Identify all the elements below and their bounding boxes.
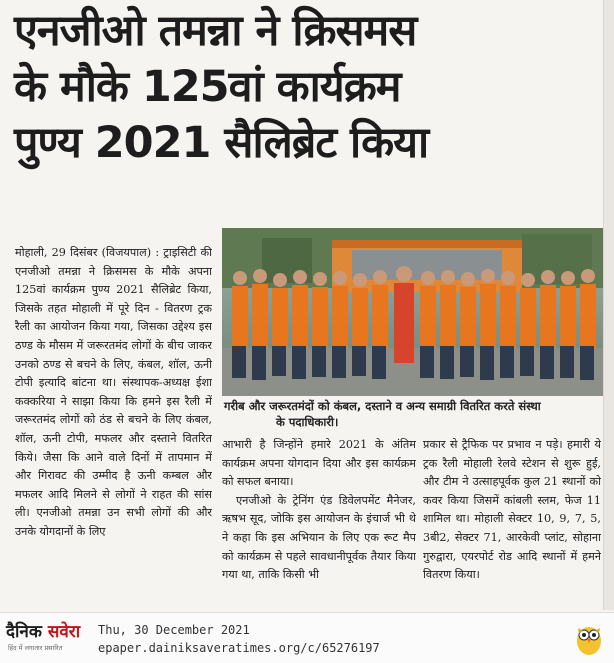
column-2-para-1: आभारी है जिन्होंने हमारे 2021 के अंतिम कार्यक्रम अपना योगदान दिया और इस कार्यक्रम को सफल बनाया। <box>222 438 416 489</box>
column-1-text: मोहाली, 29 दिसंबर (विजयपाल) : ट्राइसिटी की एनजीओ तमन्ना ने क्रिसमस के मौके अपना 125वां कार्यक्रम पुण्य 2021 सैलिब्रेट किया, जिसके तहत मोहाली में पूरे दिन - वितरण ट्रक रैली का आयोजन किया गया, जिसका उद्देश्य इस ठण्ड के मौसम में जरूरतमंद लोगों के बीच जाकर उनको ठण्ड से बचने के लिए, कंबल, शॉल, ऊनी टोपी इत्यादि बांटना था। संस्थापक-अध्यक्ष ईशा कक्करिया ने साझा किया कि हमने इस रैली में जरूरतमंद लोगों को ठंड से बचने के लिए कंबल, शॉल, ऊनी टोपी, मफलर और दस्ताने वितरित किये। जैसा कि आने वाले दिनों में तापमान में और गिरावट की उम्मीद है ऊनी कम्बल और मफलर आदि मिलने से लोगों ने राहत की सांस ली। एनजीओ तमन्ना उन सभी लोगों की और उनके योगदानों के लिए <box>15 246 212 538</box>
edition-date: Thu, 30 December 2021 <box>98 623 250 637</box>
photo-caption-line-2: के पदाधिकारी। <box>276 415 339 429</box>
article-column-3 <box>423 436 601 612</box>
page-edge <box>603 0 614 610</box>
headline-line-3: पुण्य 2021 सैलिब्रेट किया <box>14 118 429 168</box>
logo-tagline: हिंद में लगातार प्रसारित <box>8 644 63 652</box>
photo-caption-line-1: गरीब और जरूरतमंदों को कंबल, दस्ताने व अन्य समाग्री वितरित करते संस्था <box>224 399 541 413</box>
headline <box>14 4 600 172</box>
column-3-text: प्रकार से ट्रैफिक पर प्रभाव न पड़े। हमारी ये ट्रक रैली मोहाली रेलवे स्टेशन से शुरू हुई, और टीम ने उत्साहपूर्वक कुल 21 स्थानों को कवर किया जिसमें कांबली स्लम, फेज 11 शामिल था। मोहाली सेक्टर 10, 9, 7, 5, 3बी2, सेक्टर 71, आरकेवी प्लांट, सोहाना गुरुद्वारा, एयरपोर्ट रोड आदि स्थानों में हमने वितरण किया। <box>423 438 601 582</box>
volunteers-group-photo <box>222 228 603 396</box>
photo-caption <box>222 398 603 434</box>
owl-icon <box>574 620 604 656</box>
article-column-1 <box>15 244 212 612</box>
epaper-url[interactable]: epaper.dainiksaveratimes.org/c/65276197 <box>98 641 380 655</box>
column-2-para-2: एनजीओ के ट्रेनिंग एंड डिवेलपमेंट मैनेजर, ऋषभ सूद, जोकि इस आयोजन के इंचार्ज भी थे ने कहा कि इस अभियान के लिए एक रूट मैप को कार्यक्रम से पहले सावधानीपूर्वक तैयार किया गया था, ताकि किसी भी <box>222 493 416 582</box>
logo-savera: सवेरा <box>47 622 81 642</box>
headline-line-2: के मौके 125वां कार्यक्रम <box>14 62 401 112</box>
headline-line-1: एनजीओ तमन्ना ने क्रिसमस <box>14 6 417 56</box>
article-column-2 <box>222 436 416 612</box>
dainik-savera-logo[interactable] <box>6 619 80 642</box>
logo-dainik: दैनिक <box>6 622 42 642</box>
epaper-footer <box>0 612 614 663</box>
news-photo <box>222 228 603 396</box>
